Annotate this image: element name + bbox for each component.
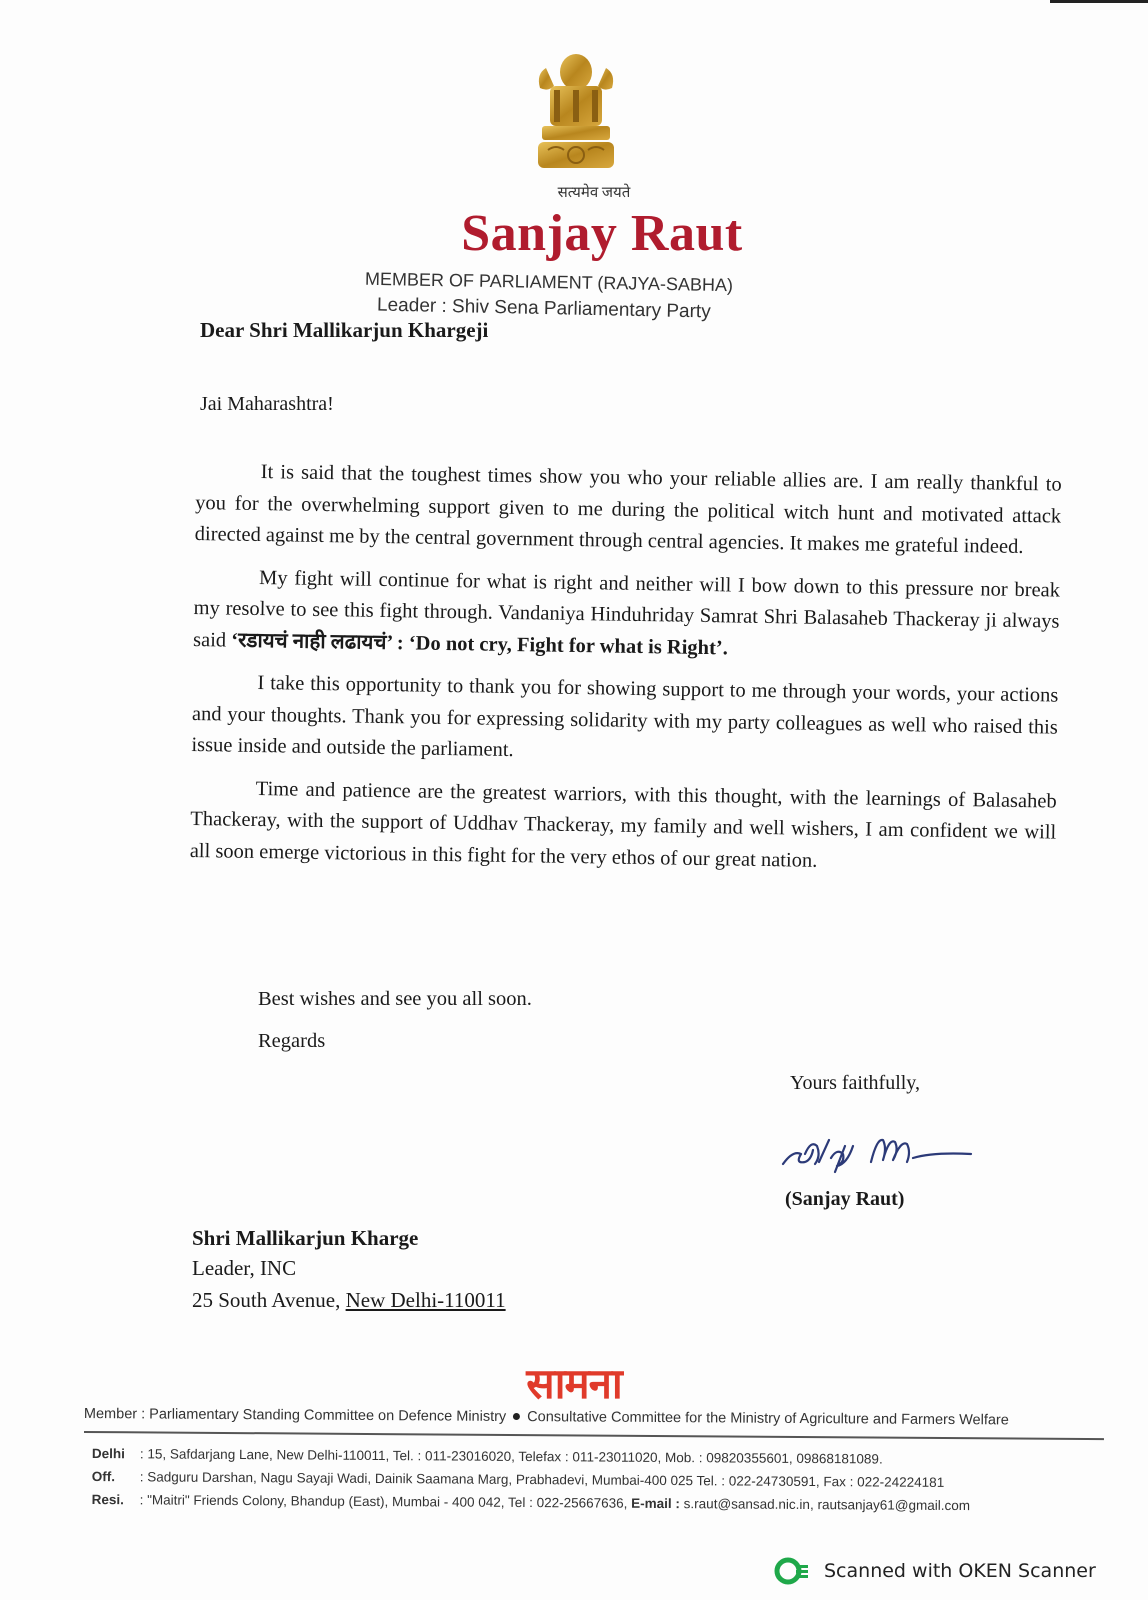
emblem-motto: सत्यमेव जयते (557, 185, 631, 201)
contact-label: Resi. (91, 1491, 124, 1508)
email-label: E-mail : (631, 1495, 681, 1512)
contact-text: : "Maitri" Friends Colony, Bhandup (East), Mumbai - 400 042, Tel : 022-25667636, (139, 1492, 632, 1511)
paragraph-1: It is said that the toughest times show you who your reliable allies are. I am really thankful to you for the overwhelming support given to me during the political witch hunt and motivated attack directed against me by the central government through central agencies. It makes me grateful indeed. (194, 461, 1062, 559)
paragraph-2 (193, 561, 1060, 669)
handwritten-signature (775, 1128, 985, 1178)
member-label: Member : (83, 1406, 150, 1423)
letterhead-leader-line: Leader : Shiv Sena Parliamentary Party (376, 294, 711, 323)
paragraph-2-text: My fight will continue for what is right and neither will I bow down to this pressure nor break my resolve to see this fight through. Vandaniya Hinduhriday Samrat Shri Balasaheb Thackeray ji always said (192, 566, 1061, 652)
contact-text: : Sadguru Darshan, Nagu Sayaji Wadi, Dainik Saamana Marg, Prabhadevi, Mumbai-400 025 Tel. : 022-24730591, Fax : 022-24224181 (139, 1469, 945, 1490)
oken-scanner-logo-icon (774, 1556, 810, 1586)
contact-label: Off. (91, 1468, 116, 1485)
footer-divider (84, 1431, 1104, 1440)
addressee-name: Shri Mallikarjun Kharge (192, 1226, 419, 1250)
greeting: Jai Maharashtra! (200, 393, 334, 415)
member-committee-1: Parliamentary Standing Committee on Defence Ministry (149, 1406, 507, 1425)
contact-label: Delhi (91, 1445, 125, 1462)
addressee-title: Leader, INC (192, 1256, 297, 1280)
regards: Regards (258, 1030, 326, 1052)
salutation: Dear Shri Mallikarjun Khargeji (200, 318, 489, 342)
signer-name: (Sanjay Raut) (785, 1188, 905, 1210)
top-edge-line (1050, 0, 1148, 3)
paragraph-4: Time and patience are the greatest warriors, with this thought, with the learnings of Balasaheb Thackeray, with the support of Uddhav Thackeray, my family and well wishers, I am confident we will all soon emerge victorious in this fight for the very ethos of our great nation. (189, 777, 1057, 872)
paragraph-2-quote: ‘रडायचं नाही लढायचं’ : ‘Do not cry, Fight for what is Right’. (231, 629, 729, 659)
contact-text: : 15, Safdarjang Lane, New Delhi-110011, Tel. : 011-23016020, Telefax : 011-23011020, Mob. : 09820355601, 09868181089. (139, 1446, 883, 1467)
closing-wishes: Best wishes and see you all soon. (258, 988, 532, 1010)
yours-faithfully: Yours faithfully, (790, 1072, 921, 1094)
scanner-text: Scanned with OKEN Scanner (824, 1560, 1096, 1582)
letter-body (189, 456, 1062, 892)
national-emblem-icon (528, 50, 624, 190)
paragraph-3: I take this opportunity to thank you for showing support to me through your words, your actions and your thoughts. Thank you for expressing solidarity with my party colleagues as well who raised this issue inside and outside the parliament. (191, 671, 1059, 762)
email-addresses: s.raut@sansad.nic.in, rautsanjay61@gmail.com (679, 1496, 971, 1514)
saamana-logo: सामना (526, 1359, 622, 1408)
contact-row-residence (92, 1488, 971, 1517)
letterhead-name: Sanjay Raut (461, 205, 743, 262)
addressee-address (192, 1288, 506, 1313)
scanner-watermark (774, 1556, 1096, 1586)
addressee-street: 25 South Avenue, (192, 1288, 346, 1312)
member-committee-2: Consultative Committee for the Ministry of Agriculture and Farmers Welfare (527, 1409, 1009, 1429)
contact-details (92, 1442, 971, 1517)
letterhead-designation: MEMBER OF PARLIAMENT (RAJYA-SABHA) (364, 268, 734, 296)
addressee-city: New Delhi-110011 (345, 1288, 506, 1312)
bullet-icon (513, 1413, 520, 1420)
